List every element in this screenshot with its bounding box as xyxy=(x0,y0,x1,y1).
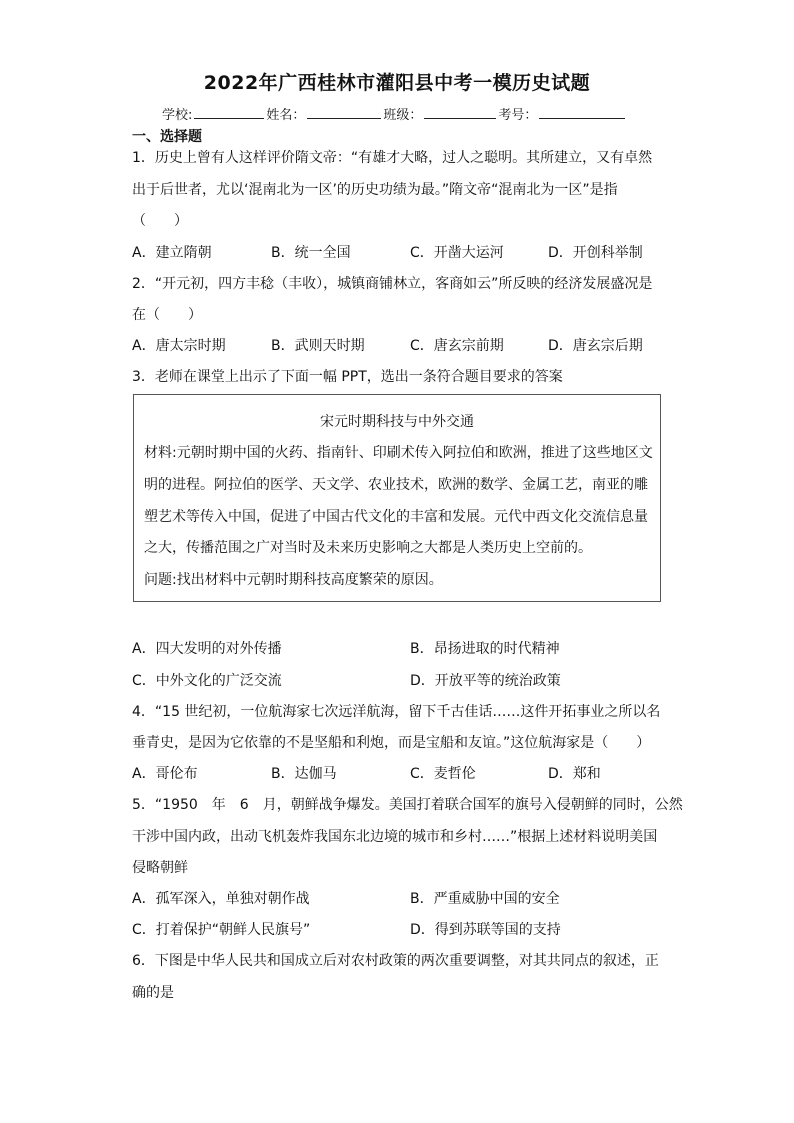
exam-title: 2022年广西桂林市灌阳县中考一模历史试题 xyxy=(203,72,591,94)
ppt-material-box xyxy=(133,394,661,602)
name-blank[interactable] xyxy=(307,106,381,119)
q2-option-b[interactable]: B．武则天时期 xyxy=(271,338,365,354)
q1-option-b[interactable]: B．统一全国 xyxy=(271,245,351,261)
q2-option-c[interactable]: C．唐玄宗前期 xyxy=(410,338,504,354)
q3-option-a[interactable]: A．四大发明的对外传播 xyxy=(132,641,282,657)
q1-line: （ ） xyxy=(132,213,188,229)
q5-option-b[interactable]: B．严重威胁中国的安全 xyxy=(410,891,560,907)
name-label: 姓名： xyxy=(266,108,306,123)
ppt-material-line: 之大，传播范围之广对当时及未来历史影响之大都是人类历史上空前的。 xyxy=(144,540,592,556)
exam-no-label: 考号： xyxy=(498,108,538,123)
q5-option-d[interactable]: D．得到苏联等国的支持 xyxy=(410,922,561,938)
q3-line: 3．老师在课堂上出示了下面一幅 PPT，选出一条符合题目要求的答案 xyxy=(132,369,563,385)
exam-no-blank[interactable] xyxy=(539,106,625,119)
ppt-material-line: 材料:元朝时期中国的火药、指南针、印刷术传入阿拉伯和欧洲，推进了这些地区文 xyxy=(144,445,653,461)
q1-option-c[interactable]: C．开凿大运河 xyxy=(410,245,504,261)
ppt-question-line: 问题:找出材料中元朝时期科技高度繁荣的原因。 xyxy=(144,572,443,588)
q6-line: 6．下图是中华人民共和国成立后对农村政策的两次重要调整，对其共同点的叙述，正 xyxy=(132,953,659,969)
q4-option-a[interactable]: A．哥伦布 xyxy=(132,766,198,782)
ppt-material-line: 明的进程。阿拉伯的医学、天文学、农业技术，欧洲的数学、金属工艺，南亚的雕 xyxy=(144,477,648,493)
student-info-row xyxy=(162,104,627,123)
q3-option-b[interactable]: B．昂扬进取的时代精神 xyxy=(410,641,560,657)
q4-line: 垂青史，是因为它依靠的不是坚船和利炮，而是宝船和友谊。”这位航海家是（ ） xyxy=(132,735,651,751)
q4-option-b[interactable]: B．达伽马 xyxy=(271,766,337,782)
q5-line: 干涉中国内政，出动飞机轰炸我国东北边境的城市和乡村……”根据上述材料说明美国 xyxy=(132,829,658,845)
q4-option-d[interactable]: D．郑和 xyxy=(548,766,601,782)
q1-option-a[interactable]: A．建立隋朝 xyxy=(132,245,212,261)
q2-line: 在（ ） xyxy=(132,307,202,323)
q3-option-c[interactable]: C．中外文化的广泛交流 xyxy=(132,673,282,689)
class-blank[interactable] xyxy=(424,106,496,119)
school-label: 学校: xyxy=(162,108,193,123)
ppt-title: 宋元时期科技与中外交通 xyxy=(320,414,474,430)
q5-option-a[interactable]: A．孤军深入，单独对朝作战 xyxy=(132,891,310,907)
q5-line: 侵略朝鲜 xyxy=(132,860,188,876)
school-blank[interactable] xyxy=(194,106,264,119)
q1-option-d[interactable]: D．开创科举制 xyxy=(548,245,643,261)
q4-line: 4．“15 世纪初，一位航海家七次远洋航海，留下千古佳话……这件开拓事业之所以名 xyxy=(132,704,661,720)
section-heading: 一、选择题 xyxy=(132,129,202,145)
q1-line: 1．历史上曾有人这样评价隋文帝：“有雄才大略，过人之聪明。其所建立，又有卓然 xyxy=(132,150,653,166)
q2-line: 2．“开元初，四方丰稔（丰收），城镇商铺林立，客商如云”所反映的经济发展盛况是 xyxy=(132,276,653,292)
q2-option-a[interactable]: A．唐太宗时期 xyxy=(132,338,226,354)
q4-option-c[interactable]: C．麦哲伦 xyxy=(410,766,476,782)
q2-option-d[interactable]: D．唐玄宗后期 xyxy=(548,338,643,354)
ppt-material-line: 塑艺术等传入中国，促进了中国古代文化的丰富和发展。元代中西文化交流信息量 xyxy=(144,509,648,525)
class-label: 班级： xyxy=(383,108,423,123)
q5-line: 5．“1950 年 6 月，朝鲜战争爆发。美国打着联合国军的旗号入侵朝鲜的同时，公然 xyxy=(132,797,683,813)
q6-line: 确的是 xyxy=(132,985,174,1001)
q5-option-c[interactable]: C．打着保护“朝鲜人民旗号” xyxy=(132,922,311,938)
q3-option-d[interactable]: D．开放平等的统治政策 xyxy=(410,673,561,689)
q1-line: 出于后世者，尤以‘混南北为一区’的历史功绩为最。”隋文帝“混南北为一区”是指 xyxy=(132,182,618,198)
